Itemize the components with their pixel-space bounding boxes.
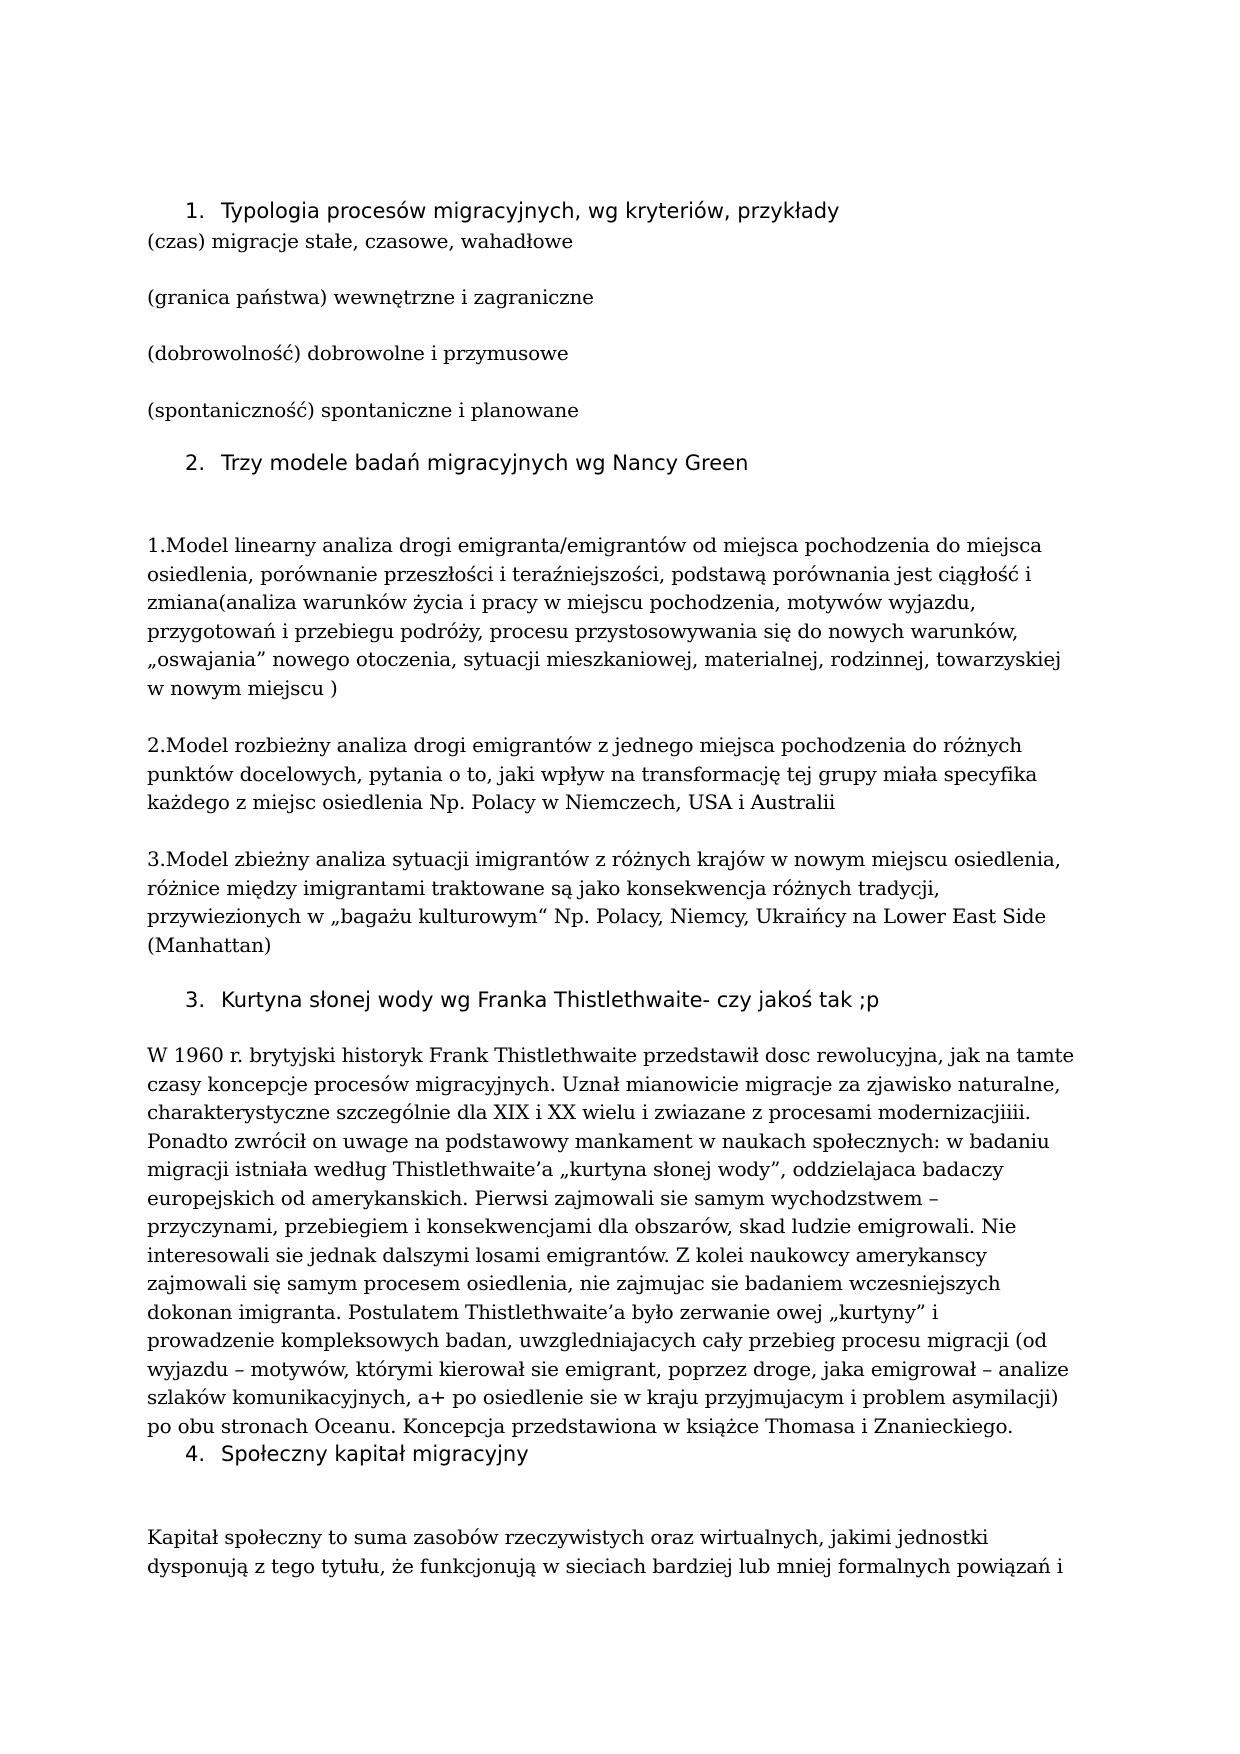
text-line: (granica państwa) wewnętrzne i zagraniczne bbox=[147, 285, 594, 309]
text-line: W 1960 r. brytyjski historyk Frank Thistlethwaite przedstawił dosc rewolucyjna, jak na tamte bbox=[147, 1043, 1075, 1067]
paragraph bbox=[147, 1523, 1097, 1580]
text-line: Ponadto zwrócił on uwage na podstawowy mankament w naukach społecznych: w badaniu bbox=[147, 1128, 1050, 1153]
text-line: różnice między imigrantami traktowane są jako konsekwencja różnych tradycji, bbox=[147, 875, 940, 900]
text-line: europejskich od amerykanskich. Pierwsi zajmowali sie samym wychodzstwem – bbox=[147, 1185, 939, 1210]
section-heading-1 bbox=[185, 199, 839, 223]
paragraph bbox=[147, 1041, 1097, 1440]
text-line: w nowym miejscu ) bbox=[147, 675, 338, 700]
text-line: migracji istniała według Thistlethwaite’a „kurtyna słonej wody”, oddzielajaca badaczy bbox=[147, 1157, 1004, 1181]
text-line: zmiana(analiza warunków życia i pracy w miejscu pochodzenia, motywów wyjazdu, bbox=[147, 590, 976, 614]
paragraph bbox=[147, 731, 1097, 817]
paragraph bbox=[147, 396, 1097, 425]
text-line: (czas) migracje stałe, czasowe, wahadłowe bbox=[147, 229, 573, 253]
text-line: zajmowali się samym procesem osiedlenia, nie zajmujac sie badaniem wczesniejszych bbox=[147, 1271, 1001, 1295]
paragraph bbox=[147, 845, 1097, 959]
section-heading-3 bbox=[185, 988, 879, 1012]
text-line: (dobrowolność) dobrowolne i przymusowe bbox=[147, 341, 569, 365]
text-line: 1.Model linearny analiza drogi emigranta/emigrantów od miejsca pochodzenia do miejsca bbox=[147, 533, 1042, 557]
text-line: przyczynami, przebiegiem i konsekwencjami dla obszarów, skad ludzie emigrowali. Nie bbox=[147, 1214, 1017, 1238]
text-line: przygotowań i przebiegu podróży, procesu przystosowywania się do nowych warunków, bbox=[147, 618, 1019, 643]
text-line: przywiezionych w „bagażu kulturowym“ Np. Polacy, Niemcy, Ukraińcy na Lower East Side bbox=[147, 904, 1047, 928]
text-line: dysponują z tego tytułu, że funkcjonują w sieciach bardziej lub mniej formalnych powiązań i bbox=[147, 1553, 1063, 1578]
section-number: 4. bbox=[185, 1442, 206, 1466]
paragraph bbox=[147, 283, 1097, 312]
text-line: każdego z miejsc osiedlenia Np. Polacy w Niemczech, USA i Australii bbox=[147, 790, 836, 814]
text-line: 3.Model zbieżny analiza sytuacji imigrantów z różnych krajów w nowym miejscu osiedlenia, bbox=[147, 847, 1061, 871]
text-line: (Manhattan) bbox=[147, 932, 272, 957]
text-line: osiedlenia, porównanie przeszłości i teraźniejszości, podstawą porównania jest ciągłość i bbox=[147, 561, 1032, 586]
text-line: charakterystyczne szczególnie dla XIX i XX wielu i zwiazane z procesami modernizacjiiii. bbox=[147, 1100, 1031, 1124]
text-line: czasy koncepcje procesów migracyjnych. Uznał mianowicie migracje za zjawisko naturalne, bbox=[147, 1071, 1061, 1096]
section-number: 3. bbox=[185, 988, 206, 1012]
text-line: „oswajania” nowego otoczenia, sytuacji mieszkaniowej, materialnej, rodzinnej, towarzyskiej bbox=[147, 647, 1061, 671]
section-title: Typologia procesów migracyjnych, wg kryteriów, przykłady bbox=[221, 199, 840, 223]
text-line: szlaków komunikacyjnych, a+ po osiedlenie sie w kraju przyjmujacym i problem asymilacji) bbox=[147, 1385, 1059, 1409]
section-title: Trzy modele badań migracyjnych wg Nancy Green bbox=[221, 451, 749, 475]
text-line: prowadzenie kompleksowych badan, uwzgledniajacych cały przebieg procesu migracji (od bbox=[147, 1328, 1048, 1352]
paragraph bbox=[147, 531, 1097, 702]
section-heading-4 bbox=[185, 1442, 529, 1466]
section-number: 1. bbox=[185, 199, 206, 223]
text-line: (spontaniczność) spontaniczne i planowane bbox=[147, 398, 579, 422]
section-heading-2 bbox=[185, 451, 748, 475]
text-line: interesowali sie jednak dalszymi losami emigrantów. Z kolei naukowcy amerykanscy bbox=[147, 1242, 987, 1267]
section-title: Społeczny kapitał migracyjny bbox=[221, 1442, 529, 1466]
text-line: punktów docelowych, pytania o to, jaki wpływ na transformację tej grupy miała specyfika bbox=[147, 761, 1038, 786]
text-line: wyjazdu – motywów, którymi kierował sie emigrant, poprzez droge, jaka emigrował – analize bbox=[147, 1356, 1069, 1381]
text-line: Kapitał społeczny to suma zasobów rzeczywistych oraz wirtualnych, jakimi jednostki bbox=[147, 1525, 989, 1549]
paragraph bbox=[147, 339, 1097, 368]
paragraph bbox=[147, 227, 1097, 256]
text-line: po obu stronach Oceanu. Koncepcja przedstawiona w książce Thomasa i Znanieckiego. bbox=[147, 1413, 1014, 1438]
text-line: dokonan imigranta. Postulatem Thistlethwaite’a było zerwanie owej „kurtyny” i bbox=[147, 1299, 939, 1324]
text-line: 2.Model rozbieżny analiza drogi emigrantów z jednego miejsca pochodzenia do różnych bbox=[147, 733, 1022, 757]
section-title: Kurtyna słonej wody wg Franka Thistlethwaite- czy jakoś tak ;p bbox=[221, 988, 880, 1012]
section-number: 2. bbox=[185, 451, 206, 475]
